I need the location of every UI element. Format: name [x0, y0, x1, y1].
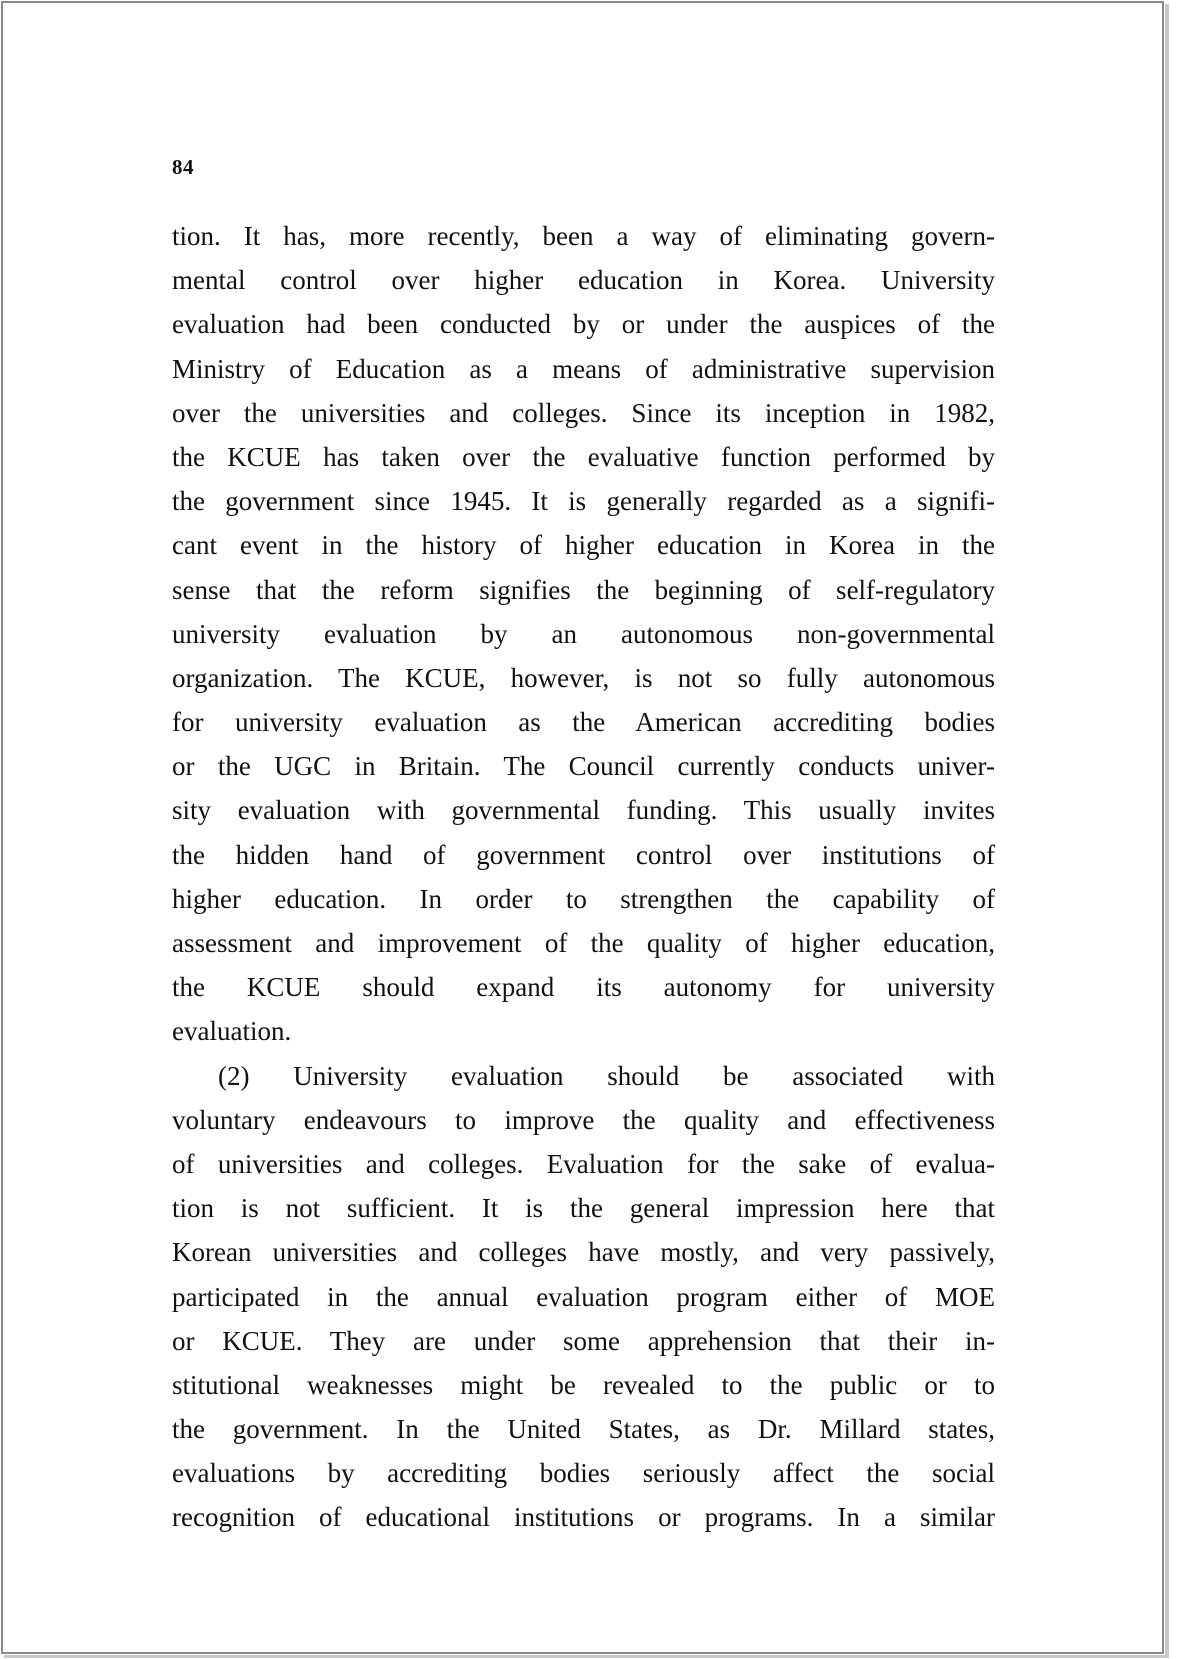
page-shadow-bottom	[4, 1655, 1169, 1658]
text-line: the government. In the United States, as Dr. Millard states,	[172, 1414, 995, 1445]
text-line: the hidden hand of government control over institutions of	[172, 839, 995, 870]
text-line: for university evaluation as the American accrediting bodies	[172, 707, 995, 738]
text-line: evaluation had been conducted by or under the auspices of the	[172, 309, 995, 340]
text-line: over the universities and colleges. Since its inception in 1982,	[172, 397, 995, 428]
text-line: tion is not sufficient. It is the general impression here that	[172, 1193, 995, 1224]
text-line: mental control over higher education in Korea. University	[172, 265, 995, 296]
text-line: of universities and colleges. Evaluation for the sake of evalua-	[172, 1148, 995, 1179]
text-line: evaluations by accrediting bodies seriously affect the social	[172, 1458, 995, 1489]
text-line: cant event in the history of higher education in Korea in the	[172, 530, 995, 561]
paragraph-end-line: evaluation.	[172, 1016, 292, 1047]
text-line: the government since 1945. It is generally regarded as a signifi-	[172, 486, 995, 517]
text-line: Ministry of Education as a means of administrative supervision	[172, 353, 995, 384]
text-line: university evaluation by an autonomous non-governmental	[172, 618, 995, 649]
text-line: sity evaluation with governmental funding. This usually invites	[172, 795, 995, 826]
page-shadow-right	[1165, 4, 1169, 1656]
text-line: assessment and improvement of the quality of higher education,	[172, 928, 995, 958]
text-line: or KCUE. They are under some apprehension that their in-	[172, 1325, 995, 1356]
text-line: the KCUE should expand its autonomy for university	[172, 972, 995, 1003]
text-line: organization. The KCUE, however, is not so fully autonomous	[172, 662, 995, 693]
text-line: stitutional weaknesses might be revealed to the public or to	[172, 1369, 995, 1400]
text-line: or the UGC in Britain. The Council currently conducts univer-	[172, 751, 995, 782]
text-line: Korean universities and colleges have mostly, and very passively,	[172, 1237, 995, 1268]
text-line: tion. It has, more recently, been a way of eliminating govern-	[172, 221, 995, 251]
text-line: higher education. In order to strengthen the capability of	[172, 883, 995, 914]
text-line: recognition of educational institutions or programs. In a similar	[172, 1502, 995, 1533]
paragraph-start-line: (2) University evaluation should be associated with	[218, 1060, 995, 1091]
body-text	[172, 214, 995, 1540]
text-line: voluntary endeavours to improve the quality and effectiveness	[172, 1104, 995, 1135]
text-line: the KCUE has taken over the evaluative function performed by	[172, 441, 995, 472]
page-number: 84	[172, 155, 194, 179]
text-line: sense that the reform signifies the beginning of self-regulatory	[172, 574, 995, 605]
text-line: participated in the annual evaluation program either of MOE	[172, 1281, 995, 1312]
